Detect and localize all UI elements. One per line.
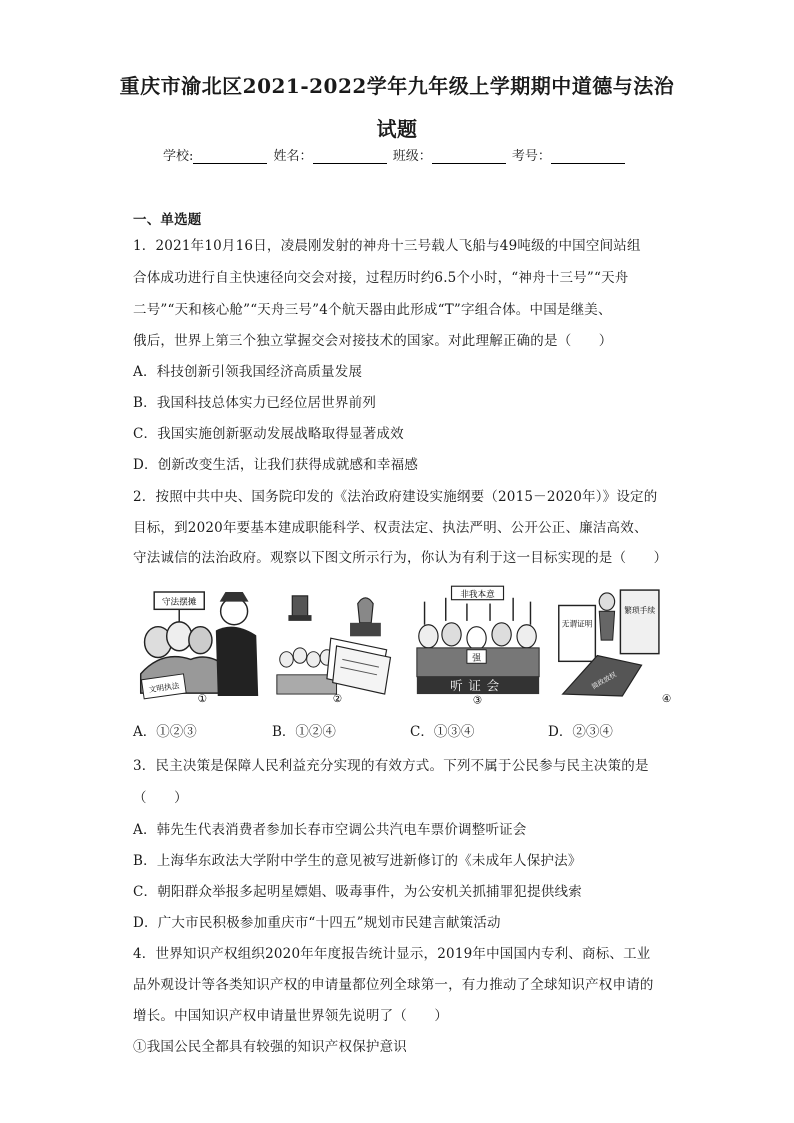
cartoon-panel-1 — [133, 580, 263, 708]
road-text: 简政放权 — [590, 670, 618, 691]
question-1-line: 俄后，世界上第三个独立掌握交会对接技术的国家。对此理解正确的是（ ） — [133, 333, 613, 349]
question-3-line: 3．民主决策是保障人民利益充分实现的有效方式。下列不属于公民参与民主决策的是 — [133, 758, 649, 774]
stamp-large — [358, 598, 373, 623]
name-field[interactable] — [313, 149, 387, 164]
name-label: 姓名： — [273, 149, 313, 164]
question-1-option-c: C．我国实施创新驱动发展战略取得显著成效 — [133, 426, 404, 442]
box-1 — [559, 605, 596, 661]
stamp-small — [292, 596, 307, 617]
cartoon-panel-2 — [273, 580, 403, 708]
question-4-line: 增长。中国知识产权申请量世界领先说明了（ ） — [133, 1008, 449, 1024]
question-4-line: 4．世界知识产权组织2020年年度报告统计显示，2019年中国国内专利、商标、工业 — [133, 946, 651, 962]
school-field[interactable] — [193, 149, 267, 164]
question-1-line: 1．2021年10月16日，凌晨刚发射的神舟十三号载人飞船与49吨级的中国空间站组 — [133, 238, 641, 254]
box-1-text: 无谓证明 — [561, 619, 593, 629]
class-field[interactable] — [432, 149, 506, 164]
panel-4-label: ④ — [661, 692, 672, 705]
cartoon-panel-3 — [413, 580, 543, 708]
number-field[interactable] — [551, 149, 625, 164]
question-3-option-b: B．上海华东政法大学附中学生的意见被写进新修订的《未成年人保护法》 — [133, 853, 582, 869]
section-heading: 一、单选题 — [133, 212, 202, 228]
panel-2-label: ② — [332, 692, 343, 705]
question-2-line: 2．按照中共中央、国务院印发的《法治政府建设实施纲要（2015－2020年）》设定的 — [133, 489, 658, 505]
question-2-figure — [133, 580, 672, 708]
box-2-text: 繁琐手续 — [624, 606, 656, 616]
question-4-line: 品外观设计等各类知识产权的申请量都位列全球第一，有力推动了全球知识产权申请的 — [133, 977, 654, 993]
panel-1-label: ① — [197, 692, 208, 705]
question-3-line: （ ） — [133, 790, 188, 806]
question-1-option-d: D．创新改变生活，让我们获得成就感和幸福感 — [133, 457, 419, 473]
question-1-line: 合体成功进行自主快速径向交会对接，过程历时约6.5个小时，“神舟十三号”“天舟 — [133, 270, 629, 286]
question-2-line: 守法诚信的法治政府。观察以下图文所示行为，你认为有利于这一目标实现的是（ ） — [133, 550, 668, 566]
banner-text: 听证会 — [450, 678, 505, 694]
cartoon-panel-4 — [553, 580, 683, 708]
question-2-option-a: A．①②③ — [133, 724, 197, 740]
question-2-option-d: D．②③④ — [548, 724, 613, 740]
question-3-option-c: C．朝阳群众举报多起明星嫖娼、吸毒事件，为公安机关抓捕罪犯提供线索 — [133, 884, 582, 900]
question-2-option-c: C．①③④ — [410, 724, 475, 740]
question-1-option-a: A．科技创新引领我国经济高质量发展 — [133, 364, 363, 380]
question-3-option-a: A．韩先生代表消费者参加长春市空调公共汽电车票价调整听证会 — [133, 822, 527, 838]
sign-text: 非我本意 — [460, 589, 495, 600]
question-2-line: 目标，到2020年要基本建成职能科学、权责法定、执法严明、公开公正、廉洁高效、 — [133, 520, 648, 536]
document-title-line-1: 重庆市渝北区2021-2022学年九年级上学期期中道德与法治 — [119, 74, 675, 98]
school-label: 学校: — [163, 149, 194, 164]
number-label: 考号： — [511, 149, 551, 164]
card-text: 强 — [472, 653, 481, 664]
panel-3-label: ③ — [472, 694, 483, 707]
document-title-line-2: 试题 — [376, 117, 418, 141]
question-2-option-b: B．①②④ — [272, 724, 336, 740]
class-label: 班级： — [392, 149, 432, 164]
question-4-statement-1: ①我国公民全都具有较强的知识产权保护意识 — [133, 1039, 407, 1055]
question-3-option-d: D．广大市民积极参加重庆市“十四五”规划市民建言献策活动 — [133, 915, 501, 931]
box-2 — [620, 590, 659, 654]
paper-text: 文明执法 — [148, 681, 180, 695]
student-info-row — [163, 145, 627, 164]
question-1-line: 二号”“天和核心舱”“天舟三号”4个航天器由此形成“T”字组合体。中国是继美、 — [133, 302, 612, 318]
question-1-option-b: B．我国科技总体实力已经位居世界前列 — [133, 395, 377, 411]
sign-text: 守法摆摊 — [161, 597, 197, 608]
